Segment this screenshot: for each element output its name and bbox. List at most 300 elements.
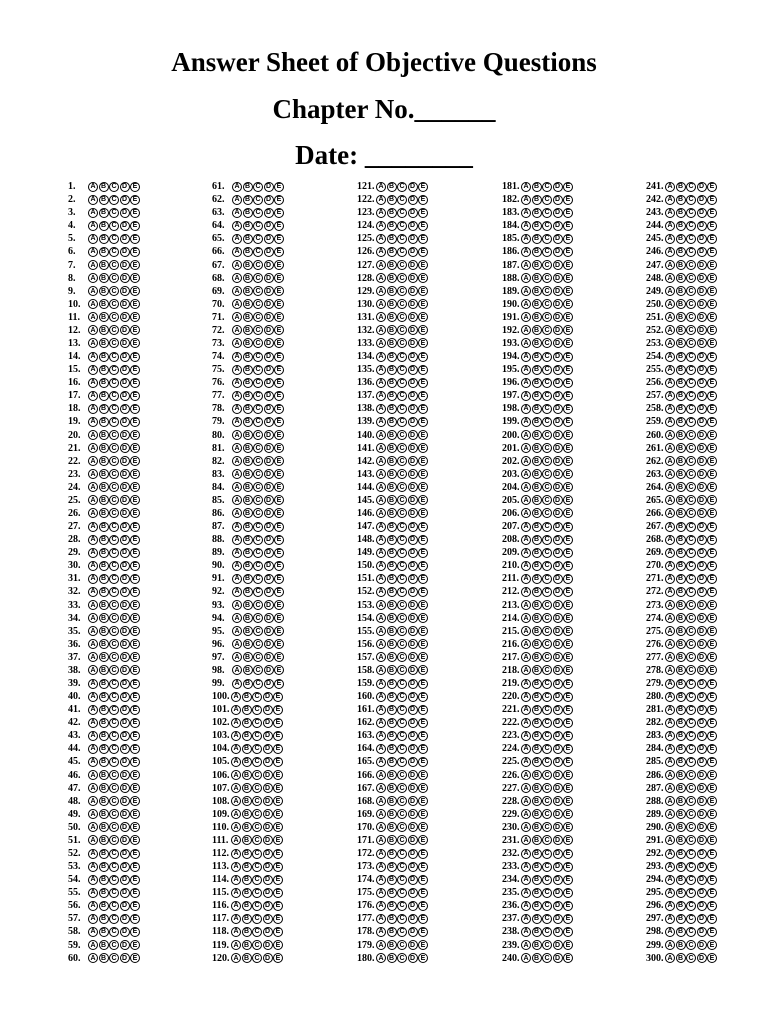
- answer-bubble-c[interactable]: C: [252, 927, 262, 937]
- answer-bubble-b[interactable]: B: [387, 888, 397, 898]
- answer-bubble-d[interactable]: D: [553, 692, 563, 702]
- answer-bubble-a[interactable]: A: [665, 600, 675, 610]
- answer-bubble-d[interactable]: D: [120, 639, 130, 649]
- answer-bubble-a[interactable]: A: [376, 901, 386, 911]
- answer-bubble-c[interactable]: C: [252, 757, 262, 767]
- answer-bubble-e[interactable]: E: [418, 495, 428, 505]
- answer-bubble-c[interactable]: C: [253, 273, 263, 283]
- answer-bubble-d[interactable]: D: [697, 862, 707, 872]
- answer-bubble-d[interactable]: D: [553, 391, 563, 401]
- answer-bubble-b[interactable]: B: [242, 875, 252, 885]
- answer-bubble-a[interactable]: A: [88, 299, 98, 309]
- answer-bubble-d[interactable]: D: [697, 914, 707, 924]
- answer-bubble-d[interactable]: D: [553, 652, 563, 662]
- answer-bubble-e[interactable]: E: [563, 430, 573, 440]
- answer-bubble-d[interactable]: D: [697, 875, 707, 885]
- answer-bubble-c[interactable]: C: [253, 338, 263, 348]
- answer-bubble-d[interactable]: D: [697, 338, 707, 348]
- answer-bubble-c[interactable]: C: [253, 325, 263, 335]
- answer-bubble-c[interactable]: C: [542, 679, 552, 689]
- answer-bubble-e[interactable]: E: [418, 482, 428, 492]
- answer-bubble-b[interactable]: B: [99, 286, 109, 296]
- answer-bubble-d[interactable]: D: [263, 862, 273, 872]
- answer-bubble-d[interactable]: D: [264, 417, 274, 427]
- answer-bubble-a[interactable]: A: [232, 495, 242, 505]
- answer-bubble-b[interactable]: B: [387, 744, 397, 754]
- answer-bubble-d[interactable]: D: [120, 652, 130, 662]
- answer-bubble-a[interactable]: A: [88, 273, 98, 283]
- answer-bubble-d[interactable]: D: [553, 208, 563, 218]
- answer-bubble-d[interactable]: D: [408, 927, 418, 937]
- answer-bubble-d[interactable]: D: [553, 561, 563, 571]
- answer-bubble-b[interactable]: B: [99, 443, 109, 453]
- answer-bubble-d[interactable]: D: [263, 744, 273, 754]
- answer-bubble-c[interactable]: C: [397, 208, 407, 218]
- answer-bubble-a[interactable]: A: [665, 182, 675, 192]
- answer-bubble-a[interactable]: A: [231, 809, 241, 819]
- answer-bubble-d[interactable]: D: [120, 508, 130, 518]
- answer-bubble-e[interactable]: E: [563, 744, 573, 754]
- answer-bubble-e[interactable]: E: [273, 914, 283, 924]
- answer-bubble-b[interactable]: B: [387, 914, 397, 924]
- answer-bubble-a[interactable]: A: [88, 679, 98, 689]
- answer-bubble-e[interactable]: E: [130, 940, 140, 950]
- answer-bubble-c[interactable]: C: [397, 718, 407, 728]
- answer-bubble-e[interactable]: E: [707, 849, 717, 859]
- answer-bubble-d[interactable]: D: [264, 535, 274, 545]
- answer-bubble-b[interactable]: B: [387, 391, 397, 401]
- answer-bubble-e[interactable]: E: [418, 535, 428, 545]
- answer-bubble-c[interactable]: C: [686, 600, 696, 610]
- answer-bubble-e[interactable]: E: [130, 469, 140, 479]
- answer-bubble-c[interactable]: C: [252, 849, 262, 859]
- answer-bubble-b[interactable]: B: [99, 822, 109, 832]
- answer-bubble-a[interactable]: A: [521, 482, 531, 492]
- answer-bubble-d[interactable]: D: [408, 731, 418, 741]
- answer-bubble-e[interactable]: E: [563, 718, 573, 728]
- answer-bubble-d[interactable]: D: [697, 587, 707, 597]
- answer-bubble-a[interactable]: A: [88, 940, 98, 950]
- answer-bubble-a[interactable]: A: [665, 822, 675, 832]
- answer-bubble-e[interactable]: E: [707, 835, 717, 845]
- answer-bubble-b[interactable]: B: [676, 796, 686, 806]
- answer-bubble-b[interactable]: B: [387, 208, 397, 218]
- answer-bubble-b[interactable]: B: [99, 731, 109, 741]
- answer-bubble-a[interactable]: A: [665, 352, 675, 362]
- answer-bubble-e[interactable]: E: [130, 286, 140, 296]
- answer-bubble-a[interactable]: A: [376, 574, 386, 584]
- answer-bubble-b[interactable]: B: [99, 718, 109, 728]
- answer-bubble-a[interactable]: A: [665, 456, 675, 466]
- answer-bubble-a[interactable]: A: [88, 234, 98, 244]
- answer-bubble-b[interactable]: B: [532, 862, 542, 872]
- answer-bubble-c[interactable]: C: [253, 391, 263, 401]
- answer-bubble-c[interactable]: C: [397, 679, 407, 689]
- answer-bubble-c[interactable]: C: [686, 522, 696, 532]
- answer-bubble-e[interactable]: E: [130, 221, 140, 231]
- answer-bubble-c[interactable]: C: [686, 417, 696, 427]
- answer-bubble-a[interactable]: A: [231, 744, 241, 754]
- answer-bubble-e[interactable]: E: [274, 613, 284, 623]
- answer-bubble-a[interactable]: A: [376, 587, 386, 597]
- answer-bubble-c[interactable]: C: [542, 182, 552, 192]
- answer-bubble-e[interactable]: E: [273, 692, 283, 702]
- answer-bubble-c[interactable]: C: [109, 888, 119, 898]
- answer-bubble-c[interactable]: C: [542, 456, 552, 466]
- answer-bubble-c[interactable]: C: [397, 495, 407, 505]
- answer-bubble-d[interactable]: D: [697, 312, 707, 322]
- answer-bubble-c[interactable]: C: [542, 875, 552, 885]
- answer-bubble-d[interactable]: D: [120, 940, 130, 950]
- answer-bubble-a[interactable]: A: [665, 849, 675, 859]
- answer-bubble-c[interactable]: C: [542, 247, 552, 257]
- answer-bubble-c[interactable]: C: [542, 548, 552, 558]
- answer-bubble-d[interactable]: D: [264, 665, 274, 675]
- answer-bubble-d[interactable]: D: [264, 260, 274, 270]
- answer-bubble-a[interactable]: A: [665, 796, 675, 806]
- answer-bubble-d[interactable]: D: [553, 835, 563, 845]
- answer-bubble-b[interactable]: B: [242, 796, 252, 806]
- answer-bubble-c[interactable]: C: [253, 286, 263, 296]
- answer-bubble-e[interactable]: E: [273, 770, 283, 780]
- answer-bubble-b[interactable]: B: [243, 482, 253, 492]
- answer-bubble-d[interactable]: D: [120, 182, 130, 192]
- answer-bubble-c[interactable]: C: [109, 195, 119, 205]
- answer-bubble-b[interactable]: B: [676, 835, 686, 845]
- answer-bubble-d[interactable]: D: [408, 692, 418, 702]
- answer-bubble-e[interactable]: E: [707, 953, 717, 963]
- answer-bubble-a[interactable]: A: [521, 548, 531, 558]
- answer-bubble-d[interactable]: D: [553, 195, 563, 205]
- answer-bubble-e[interactable]: E: [563, 626, 573, 636]
- answer-bubble-e[interactable]: E: [707, 744, 717, 754]
- answer-bubble-d[interactable]: D: [408, 574, 418, 584]
- answer-bubble-e[interactable]: E: [563, 587, 573, 597]
- answer-bubble-d[interactable]: D: [120, 299, 130, 309]
- answer-bubble-e[interactable]: E: [707, 757, 717, 767]
- answer-bubble-d[interactable]: D: [408, 286, 418, 296]
- answer-bubble-b[interactable]: B: [243, 443, 253, 453]
- answer-bubble-c[interactable]: C: [252, 953, 262, 963]
- answer-bubble-a[interactable]: A: [88, 365, 98, 375]
- answer-bubble-d[interactable]: D: [697, 652, 707, 662]
- answer-bubble-c[interactable]: C: [253, 495, 263, 505]
- answer-bubble-c[interactable]: C: [542, 665, 552, 675]
- answer-bubble-e[interactable]: E: [130, 613, 140, 623]
- answer-bubble-b[interactable]: B: [676, 822, 686, 832]
- answer-bubble-c[interactable]: C: [542, 953, 552, 963]
- answer-bubble-a[interactable]: A: [665, 626, 675, 636]
- answer-bubble-b[interactable]: B: [532, 613, 542, 623]
- answer-bubble-d[interactable]: D: [553, 809, 563, 819]
- answer-bubble-a[interactable]: A: [88, 443, 98, 453]
- answer-bubble-a[interactable]: A: [376, 757, 386, 767]
- answer-bubble-c[interactable]: C: [397, 312, 407, 322]
- answer-bubble-a[interactable]: A: [88, 182, 98, 192]
- answer-bubble-b[interactable]: B: [242, 770, 252, 780]
- answer-bubble-e[interactable]: E: [563, 535, 573, 545]
- answer-bubble-b[interactable]: B: [243, 391, 253, 401]
- answer-bubble-e[interactable]: E: [130, 574, 140, 584]
- answer-bubble-b[interactable]: B: [532, 783, 542, 793]
- answer-bubble-a[interactable]: A: [232, 365, 242, 375]
- answer-bubble-b[interactable]: B: [387, 482, 397, 492]
- answer-bubble-e[interactable]: E: [130, 783, 140, 793]
- answer-bubble-d[interactable]: D: [697, 940, 707, 950]
- answer-bubble-b[interactable]: B: [242, 718, 252, 728]
- answer-bubble-e[interactable]: E: [418, 613, 428, 623]
- answer-bubble-b[interactable]: B: [676, 639, 686, 649]
- answer-bubble-b[interactable]: B: [242, 705, 252, 715]
- answer-bubble-c[interactable]: C: [686, 548, 696, 558]
- answer-bubble-e[interactable]: E: [707, 718, 717, 728]
- answer-bubble-d[interactable]: D: [553, 770, 563, 780]
- answer-bubble-b[interactable]: B: [243, 613, 253, 623]
- answer-bubble-a[interactable]: A: [232, 561, 242, 571]
- answer-bubble-b[interactable]: B: [676, 286, 686, 296]
- answer-bubble-a[interactable]: A: [521, 718, 531, 728]
- answer-bubble-b[interactable]: B: [99, 679, 109, 689]
- answer-bubble-d[interactable]: D: [264, 548, 274, 558]
- answer-bubble-e[interactable]: E: [130, 692, 140, 702]
- answer-bubble-e[interactable]: E: [563, 338, 573, 348]
- answer-bubble-a[interactable]: A: [665, 613, 675, 623]
- answer-bubble-c[interactable]: C: [253, 652, 263, 662]
- answer-bubble-c[interactable]: C: [109, 338, 119, 348]
- answer-bubble-c[interactable]: C: [686, 312, 696, 322]
- answer-bubble-c[interactable]: C: [542, 796, 552, 806]
- answer-bubble-d[interactable]: D: [120, 482, 130, 492]
- answer-bubble-d[interactable]: D: [553, 744, 563, 754]
- answer-bubble-a[interactable]: A: [521, 456, 531, 466]
- answer-bubble-a[interactable]: A: [88, 195, 98, 205]
- answer-bubble-e[interactable]: E: [418, 417, 428, 427]
- answer-bubble-b[interactable]: B: [387, 953, 397, 963]
- answer-bubble-b[interactable]: B: [387, 325, 397, 335]
- answer-bubble-d[interactable]: D: [408, 299, 418, 309]
- answer-bubble-d[interactable]: D: [264, 352, 274, 362]
- answer-bubble-d[interactable]: D: [263, 849, 273, 859]
- answer-bubble-e[interactable]: E: [130, 182, 140, 192]
- answer-bubble-d[interactable]: D: [120, 927, 130, 937]
- answer-bubble-a[interactable]: A: [88, 325, 98, 335]
- answer-bubble-d[interactable]: D: [408, 247, 418, 257]
- answer-bubble-d[interactable]: D: [264, 626, 274, 636]
- answer-bubble-c[interactable]: C: [397, 665, 407, 675]
- answer-bubble-a[interactable]: A: [376, 430, 386, 440]
- answer-bubble-c[interactable]: C: [109, 182, 119, 192]
- answer-bubble-a[interactable]: A: [521, 692, 531, 702]
- answer-bubble-c[interactable]: C: [686, 901, 696, 911]
- answer-bubble-a[interactable]: A: [521, 365, 531, 375]
- answer-bubble-b[interactable]: B: [676, 182, 686, 192]
- answer-bubble-d[interactable]: D: [408, 234, 418, 244]
- answer-bubble-d[interactable]: D: [120, 888, 130, 898]
- answer-bubble-b[interactable]: B: [676, 731, 686, 741]
- answer-bubble-a[interactable]: A: [665, 835, 675, 845]
- answer-bubble-a[interactable]: A: [232, 260, 242, 270]
- answer-bubble-e[interactable]: E: [707, 365, 717, 375]
- answer-bubble-c[interactable]: C: [397, 862, 407, 872]
- answer-bubble-e[interactable]: E: [563, 391, 573, 401]
- answer-bubble-e[interactable]: E: [274, 365, 284, 375]
- answer-bubble-d[interactable]: D: [553, 378, 563, 388]
- answer-bubble-b[interactable]: B: [99, 953, 109, 963]
- answer-bubble-d[interactable]: D: [553, 182, 563, 192]
- answer-bubble-e[interactable]: E: [130, 495, 140, 505]
- answer-bubble-c[interactable]: C: [109, 522, 119, 532]
- answer-bubble-b[interactable]: B: [676, 809, 686, 819]
- answer-bubble-b[interactable]: B: [99, 234, 109, 244]
- answer-bubble-e[interactable]: E: [418, 587, 428, 597]
- answer-bubble-b[interactable]: B: [532, 796, 542, 806]
- answer-bubble-d[interactable]: D: [697, 391, 707, 401]
- answer-bubble-c[interactable]: C: [686, 783, 696, 793]
- answer-bubble-a[interactable]: A: [665, 718, 675, 728]
- answer-bubble-d[interactable]: D: [697, 404, 707, 414]
- answer-bubble-a[interactable]: A: [232, 247, 242, 257]
- answer-bubble-c[interactable]: C: [686, 692, 696, 702]
- answer-bubble-c[interactable]: C: [686, 352, 696, 362]
- answer-bubble-b[interactable]: B: [676, 757, 686, 767]
- answer-bubble-e[interactable]: E: [418, 744, 428, 754]
- answer-bubble-a[interactable]: A: [232, 469, 242, 479]
- answer-bubble-e[interactable]: E: [418, 260, 428, 270]
- answer-bubble-c[interactable]: C: [109, 299, 119, 309]
- answer-bubble-c[interactable]: C: [252, 705, 262, 715]
- answer-bubble-b[interactable]: B: [532, 299, 542, 309]
- answer-bubble-e[interactable]: E: [130, 208, 140, 218]
- answer-bubble-c[interactable]: C: [542, 940, 552, 950]
- answer-bubble-d[interactable]: D: [697, 325, 707, 335]
- answer-bubble-d[interactable]: D: [697, 469, 707, 479]
- answer-bubble-c[interactable]: C: [686, 325, 696, 335]
- answer-bubble-d[interactable]: D: [120, 744, 130, 754]
- answer-bubble-c[interactable]: C: [542, 469, 552, 479]
- answer-bubble-d[interactable]: D: [697, 731, 707, 741]
- answer-bubble-e[interactable]: E: [418, 901, 428, 911]
- answer-bubble-a[interactable]: A: [232, 325, 242, 335]
- answer-bubble-e[interactable]: E: [130, 587, 140, 597]
- answer-bubble-c[interactable]: C: [686, 273, 696, 283]
- answer-bubble-d[interactable]: D: [408, 430, 418, 440]
- answer-bubble-a[interactable]: A: [376, 404, 386, 414]
- answer-bubble-e[interactable]: E: [274, 561, 284, 571]
- answer-bubble-c[interactable]: C: [542, 744, 552, 754]
- answer-bubble-b[interactable]: B: [243, 417, 253, 427]
- answer-bubble-d[interactable]: D: [408, 391, 418, 401]
- answer-bubble-e[interactable]: E: [418, 182, 428, 192]
- answer-bubble-a[interactable]: A: [88, 312, 98, 322]
- answer-bubble-a[interactable]: A: [88, 652, 98, 662]
- answer-bubble-d[interactable]: D: [697, 443, 707, 453]
- answer-bubble-c[interactable]: C: [109, 718, 119, 728]
- answer-bubble-a[interactable]: A: [88, 221, 98, 231]
- answer-bubble-d[interactable]: D: [120, 626, 130, 636]
- answer-bubble-d[interactable]: D: [697, 234, 707, 244]
- answer-bubble-d[interactable]: D: [408, 208, 418, 218]
- answer-bubble-e[interactable]: E: [707, 352, 717, 362]
- answer-bubble-d[interactable]: D: [120, 849, 130, 859]
- answer-bubble-b[interactable]: B: [532, 626, 542, 636]
- answer-bubble-b[interactable]: B: [676, 430, 686, 440]
- answer-bubble-e[interactable]: E: [274, 260, 284, 270]
- answer-bubble-d[interactable]: D: [697, 299, 707, 309]
- answer-bubble-d[interactable]: D: [264, 195, 274, 205]
- answer-bubble-a[interactable]: A: [88, 914, 98, 924]
- answer-bubble-e[interactable]: E: [130, 299, 140, 309]
- answer-bubble-b[interactable]: B: [532, 312, 542, 322]
- answer-bubble-b[interactable]: B: [676, 927, 686, 937]
- answer-bubble-d[interactable]: D: [697, 273, 707, 283]
- answer-bubble-e[interactable]: E: [563, 404, 573, 414]
- answer-bubble-a[interactable]: A: [376, 940, 386, 950]
- answer-bubble-d[interactable]: D: [263, 796, 273, 806]
- answer-bubble-d[interactable]: D: [408, 600, 418, 610]
- answer-bubble-b[interactable]: B: [676, 679, 686, 689]
- answer-bubble-e[interactable]: E: [418, 208, 428, 218]
- answer-bubble-c[interactable]: C: [397, 613, 407, 623]
- answer-bubble-b[interactable]: B: [99, 665, 109, 675]
- answer-bubble-a[interactable]: A: [232, 443, 242, 453]
- answer-bubble-c[interactable]: C: [686, 770, 696, 780]
- answer-bubble-a[interactable]: A: [231, 770, 241, 780]
- answer-bubble-d[interactable]: D: [408, 718, 418, 728]
- answer-bubble-d[interactable]: D: [264, 574, 274, 584]
- answer-bubble-e[interactable]: E: [130, 731, 140, 741]
- answer-bubble-a[interactable]: A: [88, 901, 98, 911]
- answer-bubble-b[interactable]: B: [99, 875, 109, 885]
- answer-bubble-c[interactable]: C: [686, 862, 696, 872]
- answer-bubble-b[interactable]: B: [532, 182, 542, 192]
- answer-bubble-d[interactable]: D: [697, 548, 707, 558]
- answer-bubble-b[interactable]: B: [676, 417, 686, 427]
- answer-bubble-a[interactable]: A: [232, 613, 242, 623]
- answer-bubble-e[interactable]: E: [707, 495, 717, 505]
- answer-bubble-a[interactable]: A: [376, 260, 386, 270]
- answer-bubble-b[interactable]: B: [243, 574, 253, 584]
- answer-bubble-e[interactable]: E: [274, 182, 284, 192]
- answer-bubble-b[interactable]: B: [532, 901, 542, 911]
- answer-bubble-e[interactable]: E: [130, 744, 140, 754]
- answer-bubble-a[interactable]: A: [376, 221, 386, 231]
- answer-bubble-a[interactable]: A: [665, 391, 675, 401]
- answer-bubble-c[interactable]: C: [109, 574, 119, 584]
- answer-bubble-b[interactable]: B: [532, 443, 542, 453]
- answer-bubble-c[interactable]: C: [109, 875, 119, 885]
- answer-bubble-d[interactable]: D: [553, 705, 563, 715]
- answer-bubble-a[interactable]: A: [521, 195, 531, 205]
- answer-bubble-b[interactable]: B: [387, 940, 397, 950]
- answer-bubble-c[interactable]: C: [253, 378, 263, 388]
- answer-bubble-a[interactable]: A: [376, 639, 386, 649]
- answer-bubble-b[interactable]: B: [387, 430, 397, 440]
- answer-bubble-a[interactable]: A: [231, 718, 241, 728]
- answer-bubble-d[interactable]: D: [120, 796, 130, 806]
- answer-bubble-a[interactable]: A: [521, 744, 531, 754]
- answer-bubble-b[interactable]: B: [387, 613, 397, 623]
- answer-bubble-b[interactable]: B: [387, 639, 397, 649]
- answer-bubble-d[interactable]: D: [120, 365, 130, 375]
- answer-bubble-e[interactable]: E: [563, 953, 573, 963]
- answer-bubble-d[interactable]: D: [120, 822, 130, 832]
- answer-bubble-b[interactable]: B: [243, 548, 253, 558]
- answer-bubble-c[interactable]: C: [253, 312, 263, 322]
- answer-bubble-a[interactable]: A: [88, 495, 98, 505]
- answer-bubble-d[interactable]: D: [120, 835, 130, 845]
- answer-bubble-e[interactable]: E: [563, 914, 573, 924]
- answer-bubble-d[interactable]: D: [264, 456, 274, 466]
